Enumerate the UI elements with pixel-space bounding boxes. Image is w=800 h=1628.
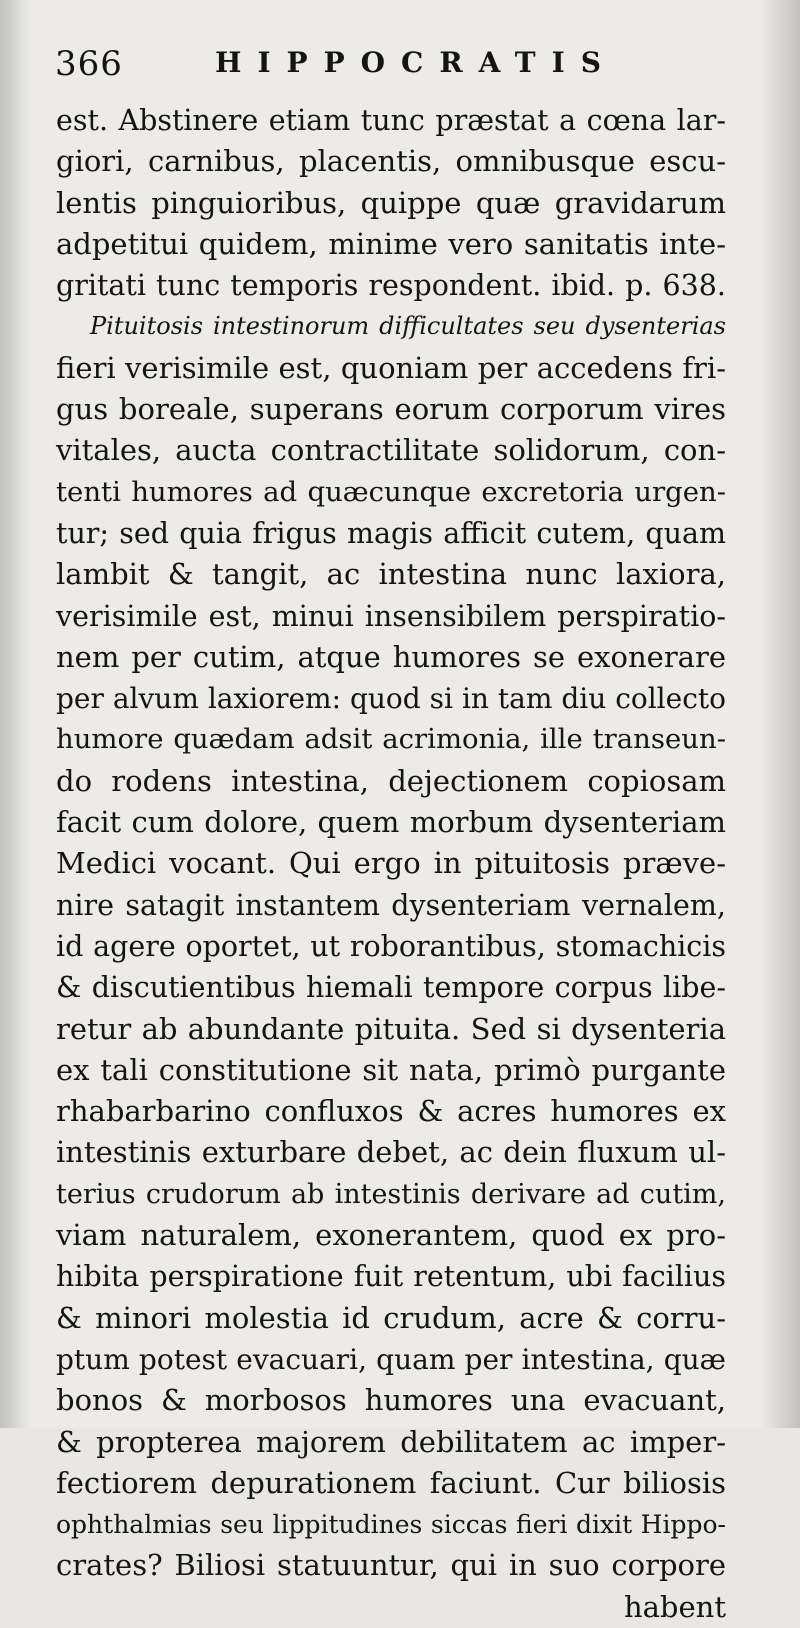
text-line: vitales, aucta contractilitate solidorum, con-: [56, 433, 726, 468]
text-line: & discutientibus hiemali tempore corpus libe-: [56, 971, 726, 1005]
text-line: tur; sed quia frigus magis afficit cutem, quam: [56, 516, 726, 550]
running-title: HIPPOCRATIS: [215, 46, 617, 79]
text-line: nem per cutim, atque humores se exonerare: [56, 639, 726, 674]
text-line: crates? Biliosi statuuntur, qui in suo corpore: [56, 1548, 726, 1583]
text-line: ptum potest evacuari, quam per intestina, quæ: [56, 1342, 726, 1376]
text-line: fectiorem depurationem faciunt. Cur biliosis: [56, 1465, 726, 1500]
page-shadow-left: [0, 0, 30, 1428]
text-line: id agere oportet, ut roborantibus, stomachicis: [56, 929, 726, 963]
text-line: terius crudorum ab intestinis derivare ad cutim,: [56, 1178, 726, 1210]
text-line: rhabarbarino confluxos & acres humores ex: [56, 1094, 726, 1129]
text-line: ophthalmias seu lippitudines siccas fieri dixit Hippo-: [56, 1510, 726, 1540]
text-line: ex tali constitutione sit nata, primò purgante: [56, 1052, 726, 1087]
text-line: facit cum dolore, quem morbum dysenteriam: [56, 805, 726, 840]
text-line: est. Abstinere etiam tunc præstat a cœna lar-: [56, 104, 726, 137]
text-line: nire satagit instantem dysenteriam vernalem,: [56, 888, 726, 922]
text-line: verisimile est, minui insensibilem perspiratio-: [56, 599, 726, 633]
text-line: tenti humores ad quæcunque excretoria urgen-: [56, 475, 726, 508]
text-line: lambit & tangit, ac intestina nunc laxiora,: [56, 557, 726, 592]
text-line: & propterea majorem debilitatem ac imper-: [56, 1424, 726, 1459]
text-line: adpetitui quidem, minime vero sanitatis inte-: [56, 226, 726, 261]
text-line: humore quædam adsit acrimonia, ille transeun-: [56, 723, 726, 756]
text-line: bonos & morbosos humores una evacuant,: [56, 1383, 726, 1418]
page-number: 366: [55, 44, 123, 84]
text-line: hibita perspiratione fuit retentum, ubi facilius: [56, 1260, 726, 1294]
text-line: per alvum laxiorem: quod si in tam diu collecto: [56, 682, 726, 716]
text-line: gus boreale, superans eorum corporum vires: [56, 392, 726, 427]
text-line: do rodens intestina, dejectionem copiosam: [56, 763, 726, 798]
text-line: intestinis exturbare debet, ac dein fluxum ul-: [56, 1135, 726, 1170]
text-line: lentis pinguioribus, quippe quæ gravidarum: [56, 185, 726, 220]
body-text: [56, 100, 726, 1628]
text-line: viam naturalem, exonerantem, quod ex pro-: [56, 1218, 726, 1253]
text-line: gritati tunc temporis respondent. ibid. p. 638.: [56, 269, 726, 303]
running-head: [55, 44, 740, 94]
page-shadow-right: [760, 0, 800, 1428]
catchword: habent: [623, 1589, 726, 1624]
text-line: giori, carnibus, placentis, omnibusque escu-: [56, 144, 726, 179]
text-line: & minori molestia id crudum, acre & corru-: [56, 1300, 726, 1335]
text-line-italic: Pituitosis intestinorum difficultates seu dysenterias: [90, 312, 726, 341]
text-line: Medici vocant. Qui ergo in pituitosis præve-: [56, 846, 726, 881]
text-line: fieri verisimile est, quoniam per accedens fri-: [56, 350, 726, 385]
text-line: retur ab abundante pituita. Sed si dysenteria: [56, 1011, 726, 1046]
